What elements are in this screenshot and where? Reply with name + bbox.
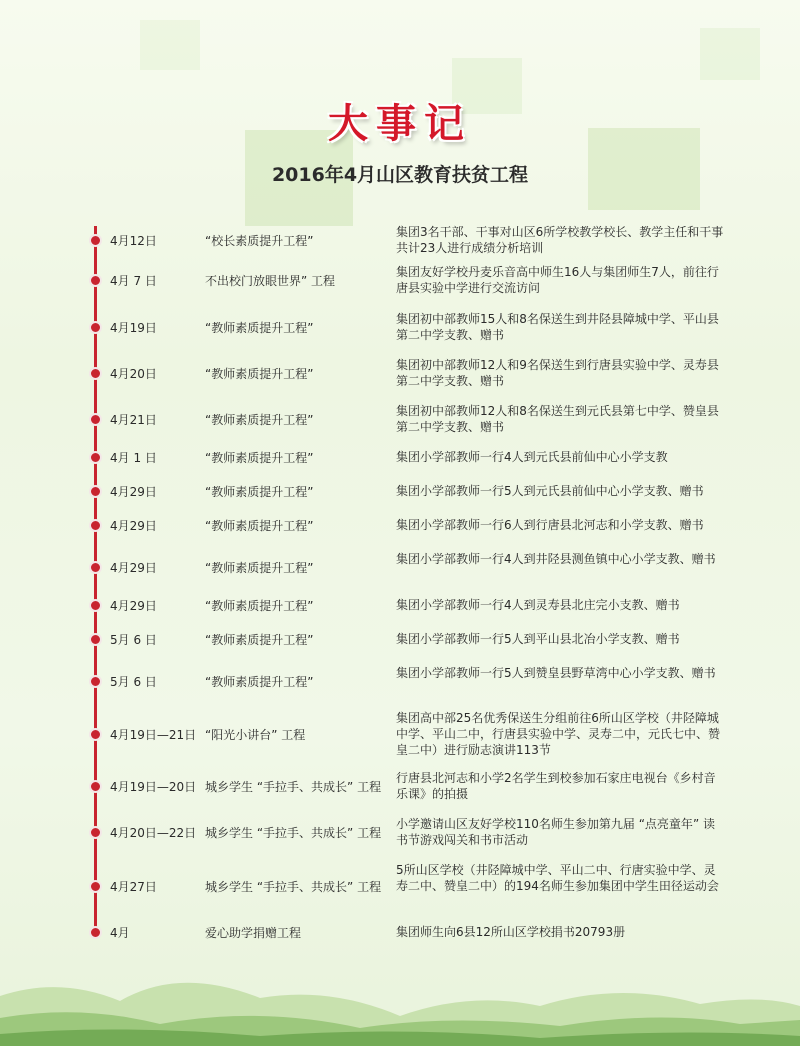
timeline-dot: [89, 519, 102, 532]
event-description: 集团小学部教师一行6人到行唐县北河志和小学支教、赠书: [396, 518, 704, 532]
event-project: 城乡学生 “手拉手、共成长” 工程: [205, 880, 382, 894]
timeline-dot: [89, 561, 102, 574]
event-project: “校长素质提升工程”: [205, 234, 314, 248]
event-description: 小学邀请山区友好学校110名师生参加第九届 “点亮童年” 读书节游戏闯关和书市活动: [396, 817, 715, 847]
event-date: 5月 6 日: [110, 675, 157, 689]
event-project: “教师素质提升工程”: [205, 413, 314, 427]
event-description: 集团3名干部、干事对山区6所学校教学校长、教学主任和干事共计23人进行成绩分析培训: [396, 225, 724, 255]
event-description: 集团小学部教师一行4人到井陉县测鱼镇中心小学支教、赠书: [396, 552, 716, 566]
event-date: 4月19日—20日: [110, 780, 197, 794]
event-description: 集团小学部教师一行5人到平山县北冶小学支教、赠书: [396, 632, 680, 646]
page-title: 大事记: [328, 101, 472, 147]
event-date: 4月21日: [110, 413, 157, 427]
event-description: 集团小学部教师一行5人到元氏县前仙中心小学支教、赠书: [396, 484, 704, 498]
event-project: 不出校门放眼世界” 工程: [205, 274, 336, 288]
event-project: “教师素质提升工程”: [205, 519, 314, 533]
event-project: “教师素质提升工程”: [205, 599, 314, 613]
event-project: “教师素质提升工程”: [205, 485, 314, 499]
event-description: 集团初中部教师12人和9名保送生到行唐县实验中学、灵寿县第二中学支教、赠书: [396, 358, 719, 388]
event-date: 4月27日: [110, 880, 157, 894]
timeline-dot: [89, 599, 102, 612]
event-date: 4月29日: [110, 599, 157, 613]
timeline-dot: [89, 675, 102, 688]
event-description: 行唐县北河志和小学2名学生到校参加石家庄电视台《乡村音乐课》的拍摄: [396, 771, 716, 801]
event-date: 4月12日: [110, 234, 157, 248]
timeline-dot: [89, 321, 102, 334]
timeline-dot: [89, 274, 102, 287]
event-description: 5所山区学校（井陉障城中学、平山二中、行唐实验中学、灵寿二中、赞皇二中）的194名师生参加集团中学生田径运动会: [396, 863, 719, 893]
event-description: 集团初中部教师12人和8名保送生到元氏县第七中学、赞皇县第二中学支教、赠书: [396, 404, 719, 434]
event-project: 爱心助学捐赠工程: [205, 926, 302, 940]
event-date: 4月20日: [110, 367, 157, 381]
timeline-dot: [89, 780, 102, 793]
event-project: 城乡学生 “手拉手、共成长” 工程: [205, 826, 382, 840]
event-project: “教师素质提升工程”: [205, 561, 314, 575]
timeline-dot: [89, 633, 102, 646]
event-description: 集团小学部教师一行5人到赞皇县野草湾中心小学支教、赠书: [396, 666, 716, 680]
event-description: 集团初中部教师15人和8名保送生到井陉县障城中学、平山县第二中学支教、赠书: [396, 312, 719, 342]
timeline-dot: [89, 728, 102, 741]
event-date: 4月19日—21日: [110, 728, 197, 742]
event-description: 集团小学部教师一行4人到元氏县前仙中心小学支教: [396, 450, 668, 464]
event-date: 5月 6 日: [110, 633, 157, 647]
event-description: 集团师生向6县12所山区学校捐书20793册: [396, 925, 626, 939]
event-project: “教师素质提升工程”: [205, 451, 314, 465]
event-date: 4月29日: [110, 519, 157, 533]
event-date: 4月: [110, 926, 130, 940]
timeline-dot: [89, 826, 102, 839]
event-description: 集团友好学校丹麦乐音高中师生16人与集团师生7人，前往行唐县实验中学进行交流访问: [396, 265, 719, 295]
timeline-dot: [89, 413, 102, 426]
event-project: 城乡学生 “手拉手、共成长” 工程: [205, 780, 382, 794]
event-project: “教师素质提升工程”: [205, 633, 314, 647]
event-date: 4月19日: [110, 321, 157, 335]
event-date: 4月 1 日: [110, 451, 157, 465]
timeline-dot: [89, 880, 102, 893]
page-subtitle: 2016年4月山区教育扶贫工程: [271, 164, 529, 186]
event-project: “教师素质提升工程”: [205, 321, 314, 335]
event-date: 4月 7 日: [110, 274, 157, 288]
event-project: “阳光小讲台” 工程: [205, 728, 306, 742]
timeline-dot: [89, 367, 102, 380]
event-project: “教师素质提升工程”: [205, 675, 314, 689]
event-description: 集团高中部25名优秀保送生分组前往6所山区学校（井陉障城中学、平山二中，行唐县实验中学、灵寿二中，元氏七中、赞皇二中）进行励志演讲113节: [396, 711, 721, 757]
decor-square: [140, 20, 200, 70]
timeline-dot: [89, 234, 102, 247]
decor-square: [700, 28, 760, 80]
event-date: 4月29日: [110, 561, 157, 575]
timeline-dot: [89, 485, 102, 498]
event-date: 4月20日—22日: [110, 826, 197, 840]
timeline-dot: [89, 451, 102, 464]
event-description: 集团小学部教师一行4人到灵寿县北庄完小支教、赠书: [396, 598, 680, 612]
hills-decoration: [0, 906, 800, 1046]
event-date: 4月29日: [110, 485, 157, 499]
event-project: “教师素质提升工程”: [205, 367, 314, 381]
